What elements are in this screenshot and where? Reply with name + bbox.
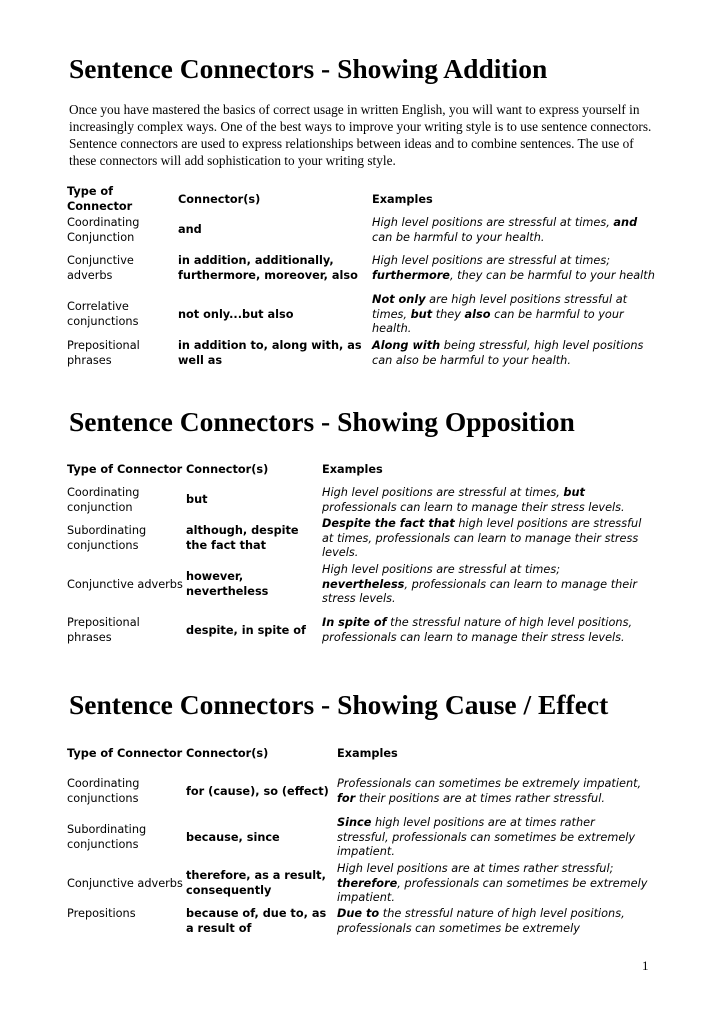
header-connector: Connector(s) — [186, 746, 269, 760]
emphasized-connector: In spite of — [322, 616, 387, 630]
intro-paragraph: Once you have mastered the basics of correct usage in written English, you will want to express yourself in increasingly complex ways. One of the best ways to improve your writing style is to use sentence connectors. Sentence connectors are used to express relationships between ideas and to combine sentences. The use of these connectors will add sophistication to your writing style. — [69, 102, 652, 168]
type-cell: Coordinating conjunctions — [67, 777, 140, 805]
emphasized-connector: Not only — [372, 292, 426, 306]
header-type: Type of Connector — [67, 185, 133, 213]
connector-cell: because, since — [186, 830, 280, 844]
type-cell: Prepositional phrases — [67, 616, 140, 644]
emphasized-connector: Along with — [372, 339, 441, 353]
section-title-cause-effect: Sentence Connectors - Showing Cause / Effect — [69, 689, 609, 720]
type-cell: Coordinating Conjunction — [67, 215, 140, 244]
table-row — [67, 246, 657, 292]
table-row — [67, 907, 649, 937]
section-title-addition: Sentence Connectors - Showing Addition — [69, 53, 548, 84]
example-cell: Since high level positions are at times rather stressful, professionals can sometimes be extremely impatient. — [337, 815, 636, 859]
table-row — [67, 485, 649, 516]
emphasized-connector: but — [563, 485, 585, 499]
table-row — [67, 861, 649, 907]
connector-cell: and — [178, 223, 202, 237]
table-row — [67, 608, 649, 654]
emphasized-connector: furthermore — [372, 269, 450, 282]
emphasized-connector: for — [337, 792, 356, 805]
connector-cell: however, nevertheless — [186, 570, 269, 598]
connector-cell: although, despite the fact that — [186, 524, 299, 552]
emphasized-connector: nevertheless — [322, 577, 405, 591]
header-connector: Connector(s) — [178, 192, 261, 206]
table-header-row — [67, 185, 657, 215]
table-row — [67, 215, 657, 246]
connector-cell: therefore, as a result, consequently — [186, 869, 326, 897]
table-row — [67, 769, 649, 815]
connector-cell: in addition to, along with, as well as — [178, 339, 362, 367]
emphasized-connector: but — [410, 307, 433, 321]
table-row — [67, 516, 649, 562]
table-row — [67, 292, 657, 338]
connector-cell: because of, due to, as a result of — [186, 907, 327, 935]
emphasized-connector: and — [613, 215, 638, 229]
example-cell: Despite the fact that high level positions are stressful at times, professionals can learn to manage their stress levels. — [322, 516, 642, 560]
emphasized-connector: Despite the fact that — [322, 516, 455, 530]
example-cell: High level positions are stressful at times, but professionals can learn to manage their stress levels. — [322, 485, 625, 514]
header-examples: Examples — [337, 746, 398, 760]
type-cell: Prepositions — [67, 907, 136, 920]
table-row — [67, 338, 657, 370]
header-connector: Connector(s) — [186, 462, 269, 476]
type-cell: Coordinating conjunction — [67, 485, 140, 514]
type-cell: Correlative conjunctions — [67, 300, 139, 328]
addition-table — [67, 185, 657, 370]
opposition-table — [67, 455, 649, 654]
emphasized-connector: Due to — [337, 907, 380, 920]
example-cell: Along with being stressful, high level positions can also be harmful to your health. — [372, 339, 644, 367]
example-cell: High level positions are stressful at times; nevertheless, professionals can learn to manage their stress levels. — [322, 562, 638, 606]
connector-cell: not only...but also — [178, 307, 294, 321]
connector-cell: but — [186, 493, 208, 507]
example-cell: High level positions are stressful at times; furthermore, they can be harmful to your health — [372, 254, 655, 282]
emphasized-connector: also — [464, 307, 491, 321]
type-cell: Subordinating conjunctions — [67, 524, 147, 552]
type-cell: Prepositional phrases — [67, 339, 140, 367]
connector-cell: in addition, additionally, furthermore, moreover, also — [178, 254, 358, 282]
table-header-row — [67, 455, 649, 485]
header-examples: Examples — [322, 462, 383, 476]
emphasized-connector: Since — [337, 815, 372, 829]
example-cell: High level positions are stressful at times, and can be harmful to your health. — [372, 215, 638, 244]
table-header-row — [67, 739, 649, 769]
header-type: Type of Connector — [67, 462, 183, 476]
type-cell: Conjunctive adverbs — [67, 577, 183, 591]
type-cell: Conjunctive adverbs — [67, 876, 183, 890]
connector-cell: despite, in spite of — [186, 623, 306, 637]
section-title-opposition: Sentence Connectors - Showing Opposition — [69, 406, 575, 437]
cause-effect-table — [67, 739, 649, 937]
example-cell: In spite of the stressful nature of high level positions, professionals can learn to manage their stress levels. — [322, 616, 633, 644]
header-examples: Examples — [372, 192, 433, 206]
table-row — [67, 815, 649, 861]
connector-cell: for (cause), so (effect) — [186, 784, 329, 798]
table-row — [67, 562, 649, 608]
header-type: Type of Connector — [67, 746, 183, 760]
type-cell: Conjunctive adverbs — [67, 254, 134, 282]
page-number: 1 — [642, 958, 649, 973]
emphasized-connector: therefore — [337, 876, 398, 890]
example-cell: Due to the stressful nature of high level positions, professionals can sometimes be extremely — [337, 907, 625, 935]
example-cell: High level positions are at times rather stressful; therefore, professionals can sometimes be extremely impatient. — [337, 861, 648, 905]
example-cell: Not only are high level positions stressful at times, but they also can be harmful to your health. — [372, 292, 628, 336]
type-cell: Subordinating conjunctions — [67, 823, 147, 851]
example-cell: Professionals can sometimes be extremely impatient, for their positions are at times rather stressful. — [337, 777, 642, 805]
